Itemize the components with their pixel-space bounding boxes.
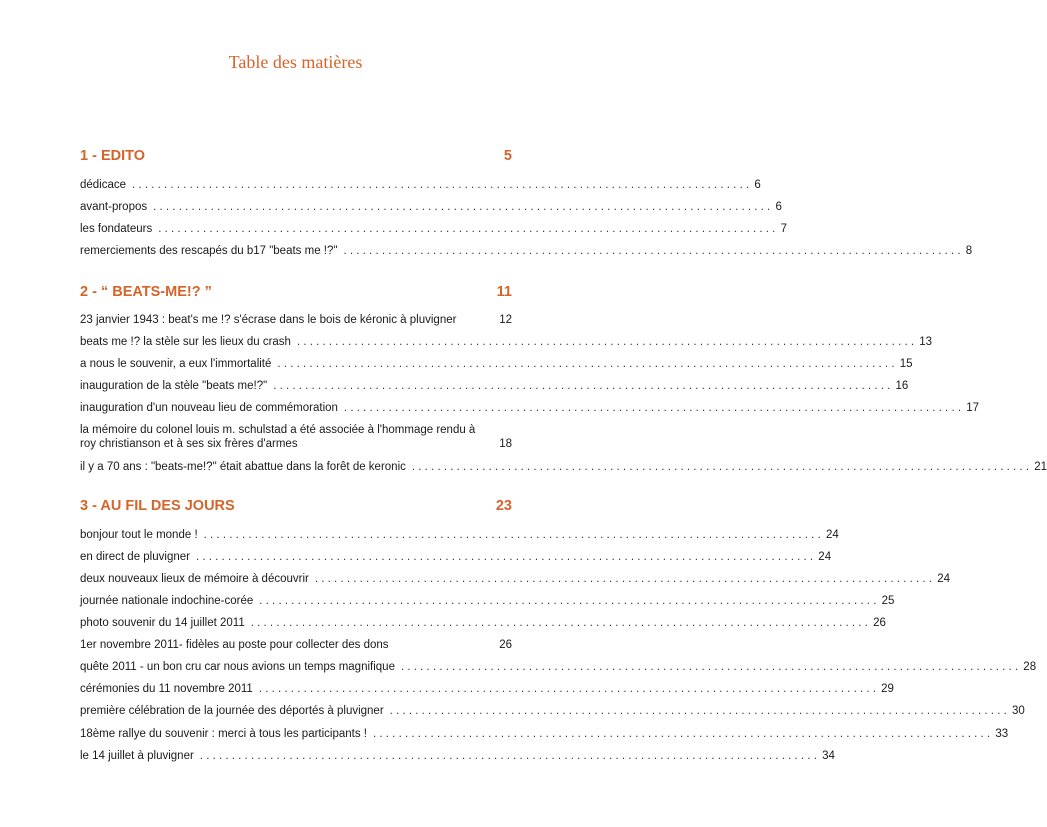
toc-entry-page: 7 bbox=[780, 223, 787, 235]
section-heading-edito[interactable] bbox=[80, 148, 512, 164]
dot-leader: ................................................................................................. bbox=[277, 358, 898, 370]
toc-entry-page: 30 bbox=[1012, 705, 1025, 717]
toc-entry[interactable] bbox=[80, 550, 832, 564]
toc-entry-page: 18 bbox=[499, 438, 512, 450]
toc-entry-page: 28 bbox=[1023, 661, 1037, 673]
dot-leader: ................................................................................................. bbox=[343, 402, 965, 414]
toc-entry-page: 8 bbox=[965, 245, 973, 257]
toc-entry-page: 24 bbox=[937, 573, 950, 585]
toc-entry[interactable] bbox=[80, 528, 839, 542]
toc-entry-label: inauguration d'un nouveau lieu de commémoration bbox=[80, 402, 338, 414]
toc-entry[interactable] bbox=[80, 660, 1037, 674]
toc-entry-label: 1er novembre 2011- fidèles au poste pour collecter des dons bbox=[80, 639, 389, 651]
section-title: 3 - AU FIL DES JOURS bbox=[80, 498, 235, 514]
dot-leader: ................................................................................................. bbox=[199, 750, 821, 762]
toc-entry-page: 21 bbox=[1034, 461, 1047, 473]
toc-entry-label: avant-propos bbox=[80, 201, 148, 213]
dot-leader: ................................................................................................. bbox=[373, 728, 994, 740]
toc-entry-page: 26 bbox=[499, 639, 512, 651]
dot-leader: ................................................................................................. bbox=[389, 705, 1010, 717]
toc-entry-label: inauguration de la stèle "beats me!?" bbox=[80, 380, 268, 392]
toc-entry-page: 24 bbox=[818, 551, 832, 563]
toc-entry-page: 33 bbox=[995, 728, 1009, 740]
toc-entry-label: bonjour tout le monde ! bbox=[80, 529, 198, 541]
toc-entry-page: 12 bbox=[499, 314, 512, 326]
section-title: 2 - “ BEATS-ME!? ” bbox=[80, 284, 212, 300]
section-page-number: 5 bbox=[503, 148, 512, 164]
toc-entry-page: 13 bbox=[919, 336, 933, 348]
dot-leader: ................................................................................................. bbox=[296, 336, 918, 348]
toc-entry-page: 25 bbox=[881, 595, 895, 607]
dot-leader: ................................................................................................. bbox=[400, 661, 1022, 673]
toc-entry[interactable] bbox=[80, 401, 980, 415]
toc-entry[interactable] bbox=[80, 379, 909, 393]
toc-entry[interactable] bbox=[80, 178, 761, 192]
dot-leader: ................................................................................................. bbox=[411, 461, 1033, 473]
toc-entry-label: beats me !? la stèle sur les lieux du crash bbox=[80, 336, 291, 348]
toc-entry[interactable] bbox=[80, 222, 787, 236]
toc-entry-page: 17 bbox=[966, 402, 980, 414]
toc-entry-label: deux nouveaux lieux de mémoire à découvrir bbox=[80, 573, 309, 585]
section-heading-beats-me[interactable] bbox=[80, 284, 512, 300]
toc-entry-label: cérémonies du 11 novembre 2011 bbox=[80, 683, 253, 695]
section-heading-au-fil-des-jours[interactable] bbox=[80, 498, 512, 514]
toc-entry-label: 23 janvier 1943 : beat's me !? s'écrase dans le bois de kéronic à pluvigner bbox=[80, 314, 457, 326]
toc-entry[interactable] bbox=[80, 727, 1009, 741]
dot-leader: ................................................................................................. bbox=[343, 245, 964, 257]
toc-entry[interactable] bbox=[80, 749, 835, 763]
toc-entry[interactable] bbox=[80, 200, 782, 214]
toc-entry-label: la mémoire du colonel louis m. schulstad a été associée à l'hommage rendu à roy christianson et à ses six frères d'armes bbox=[80, 424, 476, 450]
toc-entry[interactable] bbox=[80, 313, 512, 327]
toc-entry-label: il y a 70 ans : "beats-me!?" était abattue dans la forêt de keronic bbox=[80, 461, 406, 473]
toc-entry-label: le 14 juillet à pluvigner bbox=[80, 750, 194, 762]
toc-entry[interactable] bbox=[80, 594, 895, 608]
toc-entry-page: 16 bbox=[895, 380, 909, 392]
toc-entry-page: 6 bbox=[754, 179, 761, 191]
toc-entry-label: remerciements des rescapés du b17 "beats me !?" bbox=[80, 245, 338, 257]
toc-entry-label: les fondateurs bbox=[80, 223, 153, 235]
dot-leader: ................................................................................................. bbox=[203, 529, 824, 541]
toc-entry-label: en direct de pluvigner bbox=[80, 551, 190, 563]
toc-entry-page: 24 bbox=[825, 529, 839, 541]
toc-entry-label: a nous le souvenir, a eux l'immortalité bbox=[80, 358, 272, 370]
toc-entry[interactable] bbox=[80, 244, 973, 258]
dot-leader: ................................................................................................. bbox=[258, 683, 880, 695]
dot-leader: ................................................................................................. bbox=[153, 201, 774, 213]
toc-entry-label: première célébration de la journée des déportés à pluvigner bbox=[80, 705, 384, 717]
toc-entry[interactable] bbox=[80, 682, 894, 696]
dot-leader: ................................................................................................. bbox=[132, 179, 753, 191]
toc-entry-page: 15 bbox=[899, 358, 913, 370]
dot-leader: ................................................................................................. bbox=[250, 617, 872, 629]
toc-entry[interactable] bbox=[80, 572, 950, 586]
toc-entry[interactable] bbox=[80, 616, 886, 630]
dot-leader: ................................................................................................. bbox=[273, 380, 894, 392]
toc-entry-page: 26 bbox=[873, 617, 886, 629]
section-title: 1 - EDITO bbox=[80, 148, 145, 164]
dot-leader: ................................................................................................. bbox=[158, 223, 779, 235]
toc-entry[interactable] bbox=[80, 335, 933, 349]
toc-entry-label: photo souvenir du 14 juillet 2011 bbox=[80, 617, 245, 629]
toc-entry-label: quête 2011 - un bon cru car nous avions un temps magnifique bbox=[80, 661, 395, 673]
toc-entry[interactable] bbox=[80, 460, 1047, 474]
dot-leader: ................................................................................................. bbox=[314, 573, 936, 585]
section-page-number: 11 bbox=[496, 284, 512, 300]
toc-entry-page: 6 bbox=[775, 201, 782, 213]
toc-entry-page: 34 bbox=[822, 750, 835, 762]
toc-entry[interactable] bbox=[80, 423, 512, 451]
toc-entry[interactable] bbox=[80, 704, 1025, 718]
toc-entry[interactable] bbox=[80, 638, 512, 652]
toc-entry-label: 18ème rallye du souvenir : merci à tous les participants ! bbox=[80, 728, 367, 740]
toc-entry-label: dédicace bbox=[80, 179, 127, 191]
toc-entry-page: 29 bbox=[881, 683, 894, 695]
toc-entry-label: journée nationale indochine-corée bbox=[80, 595, 254, 607]
section-page-number: 23 bbox=[495, 498, 512, 514]
dot-leader: ................................................................................................. bbox=[195, 551, 817, 563]
page-title: Table des matières bbox=[228, 52, 363, 72]
dot-leader: ................................................................................................. bbox=[259, 595, 880, 607]
toc-entry[interactable] bbox=[80, 357, 913, 371]
